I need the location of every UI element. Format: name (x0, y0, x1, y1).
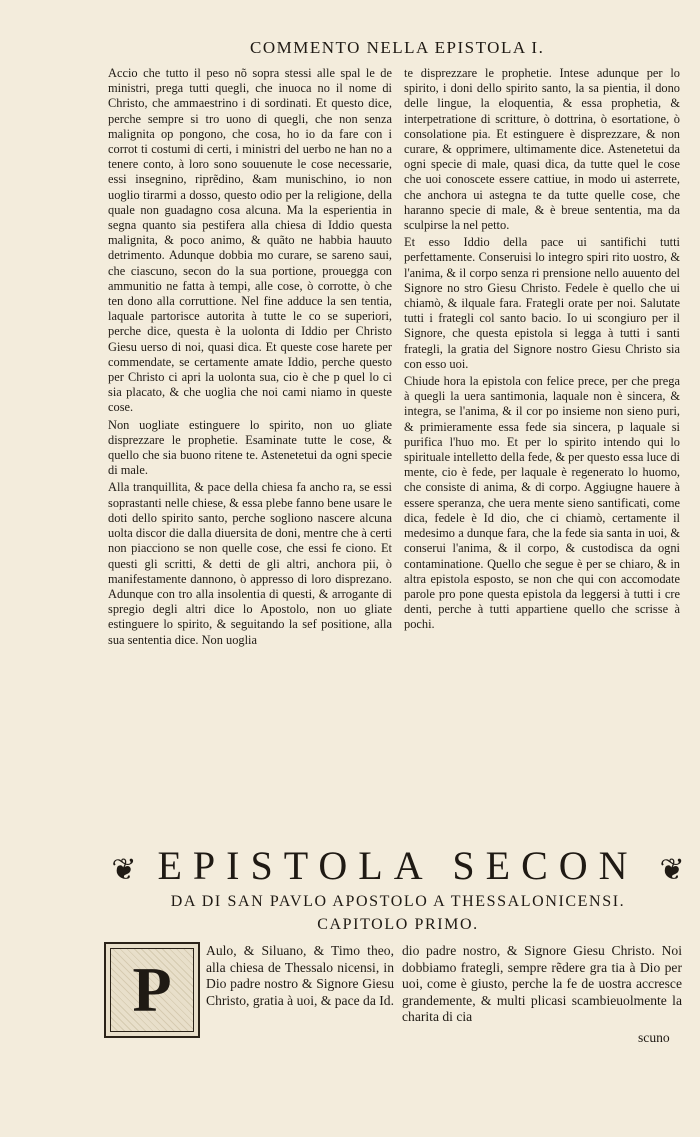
right-paragraph-1: te disprezzare le prophetie. Intese adunque per lo spirito, i doni dello spirito santo, la sa pientia, il dono delle lingue, la eloquentia, & essa prophetia, & interpetratione di scritture, ò dottrina, ò esortatione, ò consolatione pia. Et estinguere è disprezzare, & non curare, & opprimere, ultimamente dice. Astenetetui da ogni specie di male, quasi dica, da tutte quel le cose che uoi conoscete essere cattiue, in modo ui asterrete, che anchora ui astegna te da tutte quelle cose, che haranno specie di male, & è breue sententia, ma da sculpirse la nel petto. (404, 66, 680, 233)
left-text-column (108, 66, 392, 650)
left-paragraph-2: Non uogliate estinguere lo spirito, non uo gliate disprezzare le prophetie. Esaminate tutte le cose, & quello che sia buono ritene te. Astenetetui da ogni specie di male. (108, 417, 392, 478)
initial-letter-icon: P (110, 948, 194, 1032)
chapter-text-left (206, 943, 394, 1009)
section-title-text: EPISTOLA SECON (157, 843, 639, 888)
right-paragraph-3: Chiude hora la epistola con felice prece, per che prega à quegli la uera santimonia, laquale non è sincera, & integra, se l'anima, & il cor po insieme non sieno puri, & primieramente essa fede sia sincera, p laquale si purifica l'huo mo. Et per lo spirito intendo qui lo spirituale intelletto della fede, & per questo essa luce di mente, cio è fede, per laquale è regenerato lo huomo, che consiste di anima, & di corpo. Aggiugne hauere à essere speranza, che uera mente sieno santificati, come dica, fedele è Id dio, che ci chiamò, certamente il medesimo a dunque fara, che la fede sia santa in uoi, & conserui l'anima, & il corpo, & custodisca da ogni contaminatione. Quello che segue è per se chiaro, & in altra epistola esposto, se non che qui con accomodate parole pro pone questa epistola da leggersi à tutti i cre denti, perche à tutti appartiene quello che scrisse à pochi. (404, 374, 680, 632)
right-paragraph-2: Et esso Iddio della pace ui santifichi tutti perfettamente. Conseruisi lo integro spiri rito uostro, & l'anima, & il corpo senza ri prensione nello auuento del Signore no stro Giesu Christo. Fedele è quello che ui chiamò, & ilquale fara. Frategli orate per noi. Salutate tutti i frategli col santo bacio. Io ui scongiuro per il Signore, che questa epistola si legga à tutti i santi frategli, la gratia del Signore nostro Giesu Christo sia con esso uoi. (404, 235, 680, 371)
chapter-text-left-body: Aulo, & Siluano, & Timo theo, alla chiesa de Thessalo nicensi, in Dio padre nostro & Signore Giesu Christo, gratia à uoi, & pace da Id. (206, 943, 394, 1008)
chapter-text-right (402, 943, 682, 1026)
right-text-column (404, 66, 680, 635)
decorated-initial (104, 942, 200, 1038)
chapter-text-right-body: dio padre nostro, & Signore Giesu Christo. Noi dobbiamo frategli, sempre rẽdere gra tia à Dio per uoi, come è giusto, perche la fe de uostra accresce grandemente, & multi plicasi scambieuolmente la charita di cia (402, 943, 682, 1025)
chapter-heading: CAPITOLO PRIMO. (317, 916, 479, 933)
left-paragraph-3: Alla tranquillita, & pace della chiesa fa ancho ra, se essi soprastanti nelle chiese, & essa plebe fanno bene usare le doti dello spirito santo, perche sogliono nascere alcuna uolta discor die dalla diuersita de doni, mentre che à certi non piacciono se non quelle cose, che essi fe ciono. Et questi gli scritti, & detti de gli altri, anchora pii, ò manifestamente dannono, ò appresso di loro disprezano. Adunque con tro alla insolentia di questi, & arrogante di spregio degli altri dice lo Apostolo, non uo gliate estinguere lo spirito, & seguitando la sef positione, alla sua sententia dice. Non uoglia (108, 480, 392, 647)
left-paragraph-1: Accio che tutto il peso nõ sopra stessi alle spal le de ministri, prega tutti quegli, che inuoca no il nome di Christo, che ammaestrino i di sordinati. Et questo dice, perche sempre si tro uono di quegli, che non senza malignita op pongono, che cosa, ho io da fare con i corrot ti costumi di certi, i ministri del uerbo ne han no a tenere conto, à loro sono souuenute le cose necessarie, essi insegnino, riprẽdino, &am munischino, io non uoglio tirarmi a dosso, questo odio per la religione, della quale non guadagno cosa alcuna. Ma la esperientia in segna quanto sia pestifera alla chiesa di Iddio questa malignita, & poco animo, & quãto ne habbia hauuto detrimento. Adunque dobbia mo curare, se sareno saui, che ciascuno, secon do la sua portione, prouegga con ammunitio ne fatta à tempi, alle cose, ò corrotte, ò che ten dono alla corruttione. Nel fine adduce la sen tentia, laquale partorisce autorita à tutte le co se superiori, perche dice, questa è la uolonta di Iddio per Christo Giesu uerso di noi, quasi dica. Et queste cose harete per commendate, se certamente amate Iddio, perche questo per Christo ci apri la uolonta sua, cio è che p quel lo ci sia placato, & che uoglia che noi cami niamo in queste cose. (108, 66, 392, 415)
section-title (108, 842, 688, 889)
running-header: COMMENTO NELLA EPISTOLA I. (250, 38, 545, 57)
catchword: scuno (638, 1030, 670, 1045)
section-subtitle: DA DI SAN PAVLO APOSTOLO A THESSALONICENSI. (170, 893, 626, 910)
fleuron-right-icon: ❦ (659, 853, 685, 887)
fleuron-left-icon: ❦ (111, 853, 137, 887)
